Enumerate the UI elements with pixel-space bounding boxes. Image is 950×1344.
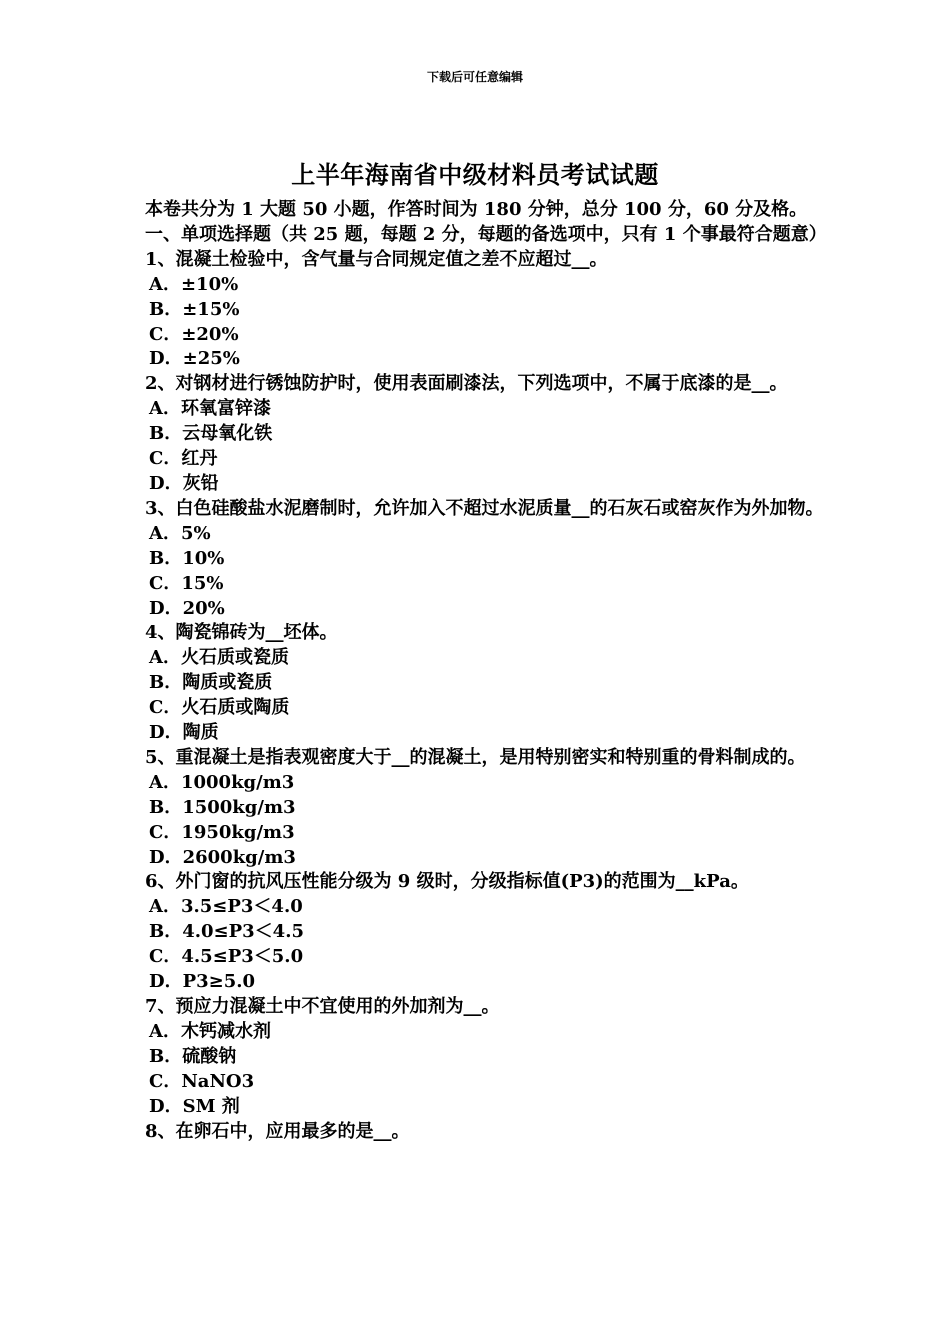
question-7 — [145, 995, 825, 1120]
option-c: C．1950kg/m3 — [149, 821, 295, 843]
option-a: A．环氧富锌漆 — [149, 398, 271, 420]
question-text: 1、混凝土检验中，含气量与合同规定值之差不应超过__。 — [145, 248, 608, 270]
option-a: A．5% — [149, 522, 211, 544]
section-heading: 一、单项选择题（共 25 题，每题 2 分，每题的备选项中，只有 1 个事最符合题意） — [145, 223, 827, 245]
option-c: C．15% — [149, 572, 224, 594]
question-2 — [145, 372, 825, 497]
option-c: C．±20% — [149, 323, 239, 345]
option-b: B．±15% — [149, 298, 240, 320]
question-3 — [145, 497, 825, 622]
page-header-note: 下载后可任意编辑 — [426, 70, 523, 84]
option-d: D．±25% — [149, 348, 240, 370]
question-text: 5、重混凝土是指表观密度大于__的混凝土，是用特别密实和特别重的骨料制成的。 — [145, 746, 806, 768]
question-1 — [145, 248, 825, 373]
option-c: C．4.5≤P3＜5.0 — [149, 946, 304, 968]
option-b: B．硫酸钠 — [149, 1045, 237, 1067]
question-4 — [145, 621, 825, 746]
option-b: B．4.0≤P3＜4.5 — [149, 921, 304, 943]
question-text: 8、在卵石中，应用最多的是__。 — [145, 1120, 410, 1142]
option-c: C．火石质或陶质 — [149, 697, 290, 719]
question-6 — [145, 870, 825, 995]
option-d: D．P3≥5.0 — [149, 971, 256, 993]
option-d: D．陶质 — [149, 722, 219, 744]
exam-intro: 本卷共分为 1 大题 50 小题，作答时间为 180 分钟，总分 100 分，60 分及格。 — [145, 199, 808, 220]
option-d: D．灰铅 — [149, 472, 219, 494]
option-b: B．云母氧化铁 — [149, 423, 273, 445]
option-b: B．1500kg/m3 — [149, 796, 296, 818]
option-a: A．1000kg/m3 — [149, 771, 295, 793]
option-b: B．10% — [149, 547, 225, 569]
question-5 — [145, 746, 825, 871]
option-a: A．木钙减水剂 — [149, 1020, 271, 1042]
option-b: B．陶质或瓷质 — [149, 672, 273, 694]
question-text: 7、预应力混凝土中不宜使用的外加剂为__。 — [145, 996, 500, 1017]
option-a: A．3.5≤P3＜4.0 — [149, 896, 303, 918]
document-title: 上半年海南省中级材料员考试试题 — [291, 160, 659, 189]
option-c: C．红丹 — [149, 448, 218, 470]
option-c: C．NaNO3 — [149, 1070, 255, 1092]
option-a: A．±10% — [149, 273, 239, 295]
question-text: 6、外门窗的抗风压性能分级为 9 级时，分级指标值(P3)的范围为__kPa。 — [145, 871, 749, 893]
question-text: 2、对钢材进行锈蚀防护时，使用表面刷漆法，下列选项中，不属于底漆的是__。 — [145, 373, 788, 395]
question-text: 4、陶瓷锦砖为__坯体。 — [145, 622, 338, 644]
option-d: D．2600kg/m3 — [149, 846, 296, 868]
question-8 — [145, 1120, 825, 1145]
option-d: D．SM 剂 — [149, 1095, 240, 1117]
option-a: A．火石质或瓷质 — [149, 647, 289, 669]
question-text: 3、白色硅酸盐水泥磨制时，允许加入不超过水泥质量__的石灰石或窑灰作为外加物。 — [145, 497, 824, 519]
option-d: D．20% — [149, 597, 225, 619]
document-body — [145, 198, 825, 1144]
